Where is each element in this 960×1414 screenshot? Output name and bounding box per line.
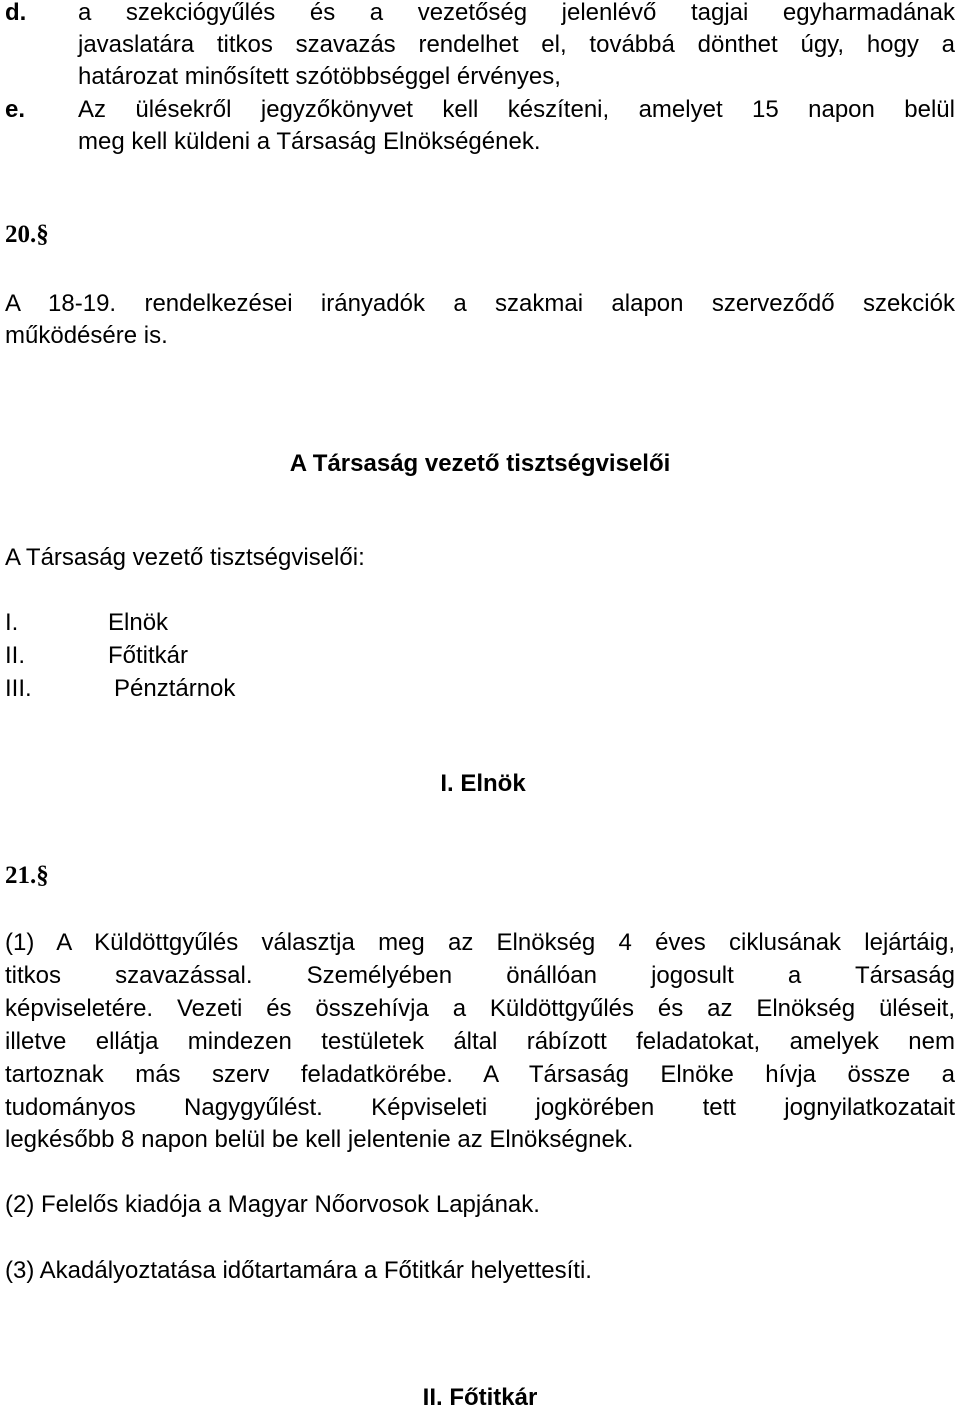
section-heading: 20.§ (5, 221, 49, 248)
paragraph-line: (1) A Küldöttgyűlés választja meg az Elnökség 4 éves ciklusának lejártáig, (5, 929, 955, 956)
officer-name: Főtitkár (108, 642, 189, 669)
paragraph-line: működésére is. (5, 322, 168, 349)
section-title: I. Elnök (440, 770, 526, 797)
paragraph-line: legkésőbb 8 napon belül be kell jelentenie az Elnökségnek. (5, 1126, 634, 1153)
section-title: A Társaság vezető tisztségviselői (289, 450, 671, 477)
list-marker: e. (5, 96, 26, 123)
paragraph-line: tartoznak más szerv feladatkörébe. A Társaság Elnöke hívja össze a (5, 1061, 955, 1088)
paragraph: (2) Felelős kiadója a Magyar Nőorvosok Lapjának. (5, 1191, 540, 1218)
list-item-line: Az ülésekről jegyzőkönyvet kell készíteni, amelyet 15 napon belül (78, 96, 955, 123)
officer-name: Pénztárnok (114, 675, 236, 702)
paragraph-line: illetve ellátja mindezen testületek által rábízott feladatokat, amelyek nem (5, 1028, 955, 1055)
list-item-line: határozat minősített szótöbbséggel érvényes, (78, 63, 561, 90)
officer-number: III. (5, 675, 32, 702)
paragraph: (3) Akadályoztatása időtartamára a Főtitkár helyettesíti. (5, 1257, 592, 1284)
officers-intro: A Társaság vezető tisztségviselői: (5, 544, 365, 571)
officer-number: I. (5, 609, 19, 636)
section-heading: 21.§ (5, 862, 49, 889)
list-marker: d. (5, 0, 27, 26)
officer-number: II. (5, 642, 26, 669)
paragraph-line: tudományos Nagygyűlést. Képviseleti jogkörében tett jognyilatkozatait (5, 1094, 955, 1121)
section-title: II. Főtitkár (422, 1384, 538, 1411)
paragraph-line: képviseletére. Vezeti és összehívja a Küldöttgyűlés és az Elnökség üléseit, (5, 995, 955, 1022)
paragraph-line: titkos szavazással. Személyében önállóan jogosult a Társaság (5, 962, 955, 989)
list-item-line: meg kell küldeni a Társaság Elnökségének. (78, 128, 541, 155)
paragraph-line: A 18-19. rendelkezései irányadók a szakmai alapon szerveződő szekciók (5, 290, 955, 317)
officer-name: Elnök (108, 609, 169, 636)
paragraph-sign-icon: § (36, 862, 49, 889)
paragraph-sign-icon: § (36, 221, 49, 248)
list-item-line: javaslatára titkos szavazás rendelhet el, továbbá dönthet úgy, hogy a (78, 31, 955, 58)
list-item-line: a szekciógyűlés és a vezetőség jelenlévő tagjai egyharmadának (78, 0, 955, 26)
